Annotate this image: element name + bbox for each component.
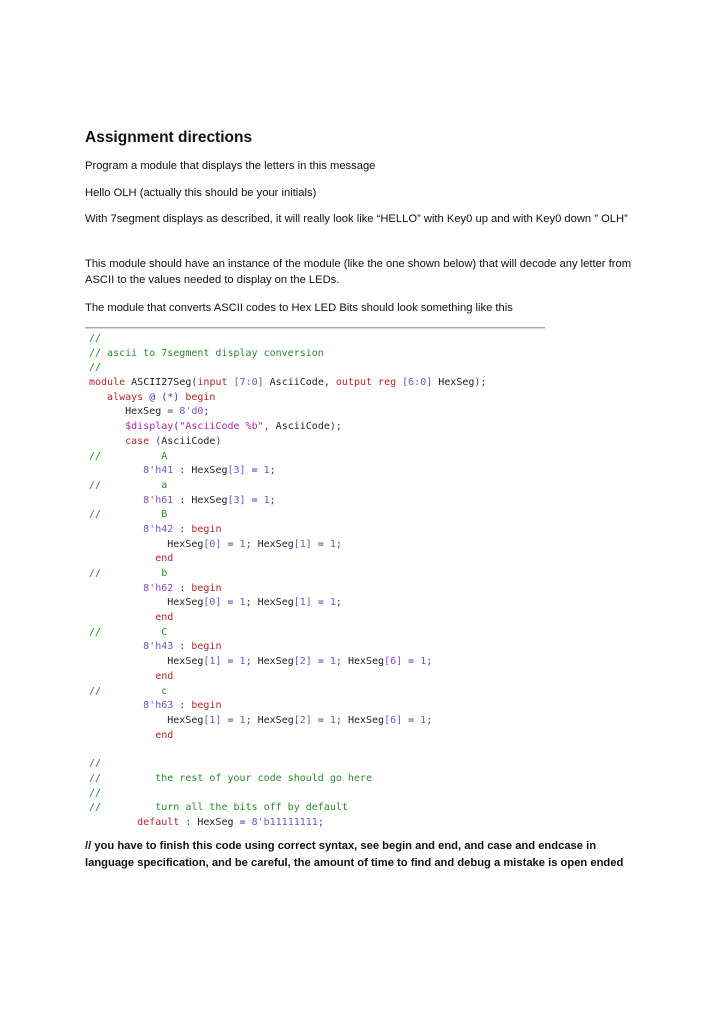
code-token: 8'h41	[89, 465, 180, 477]
code-token: // ascii to 7segment display conversion	[89, 347, 324, 359]
code-token: =	[317, 656, 330, 668]
code-token: 1	[329, 714, 336, 726]
code-token: 1	[263, 465, 270, 477]
code-token: ;	[245, 597, 258, 609]
code-token: "AsciiCode %b"	[179, 421, 264, 433]
code-line	[89, 361, 486, 376]
code-token: AsciiCode	[275, 421, 330, 433]
code-line	[89, 523, 486, 538]
code-token: // c	[89, 685, 168, 697]
code-token: :	[179, 523, 192, 535]
code-token: =	[317, 538, 330, 550]
code-token: ASCII27Seg	[131, 377, 192, 389]
code-line	[89, 743, 486, 757]
code-token: =	[317, 714, 330, 726]
code-token: ;	[317, 817, 324, 828]
code-token: 1	[329, 597, 336, 609]
code-line	[89, 582, 486, 597]
paragraph-message: Hello OLH (actually this should be your initials)	[85, 187, 317, 199]
code-token: [3]	[227, 494, 252, 506]
code-token: 8'b11111111	[251, 817, 318, 828]
code-token: 1	[329, 656, 336, 668]
code-token: begin	[185, 391, 216, 403]
code-token: [2]	[293, 656, 318, 668]
code-line	[89, 435, 486, 450]
code-token: HexSeg	[347, 656, 385, 668]
code-token: ,	[263, 421, 276, 433]
code-line	[89, 757, 486, 772]
code-token: 1	[263, 494, 270, 506]
code-line	[89, 538, 486, 553]
code-divider	[85, 327, 545, 329]
code-token: [2]	[293, 714, 318, 726]
code-token: HexSeg	[257, 656, 294, 668]
code-token: =	[227, 714, 240, 726]
code-token: HexSeg	[191, 465, 228, 477]
code-line	[89, 655, 486, 670]
code-line	[89, 479, 486, 494]
code-line	[89, 816, 486, 831]
code-line	[89, 420, 486, 435]
code-line	[89, 347, 486, 362]
code-token: (	[155, 435, 162, 447]
code-line	[89, 552, 486, 567]
code-token: // a	[89, 479, 168, 491]
code-token: module	[89, 377, 132, 389]
code-token: output reg	[335, 377, 403, 389]
code-token: [1]	[293, 538, 318, 550]
code-line	[89, 626, 486, 641]
code-token: ;	[203, 406, 210, 418]
code-token: 1	[420, 714, 427, 726]
code-token: HexSeg	[257, 538, 294, 550]
code-token: begin	[191, 523, 222, 535]
code-line	[89, 405, 486, 420]
code-token: [0]	[203, 538, 228, 550]
code-token: =	[239, 817, 252, 828]
code-token: ;	[426, 656, 433, 668]
code-token: case	[89, 435, 156, 447]
code-token: )	[215, 435, 222, 447]
code-token: =	[227, 538, 240, 550]
paragraph-module-instance: This module should have an instance of the module (like the one shown below) that will decode any letter from ASCII to the values needed to display on the LEDs.	[85, 258, 632, 286]
code-token: =	[227, 597, 240, 609]
code-line	[89, 611, 486, 626]
code-token: );	[329, 421, 342, 433]
code-token: 8'd0	[179, 406, 204, 418]
code-token: ;	[335, 656, 348, 668]
code-token: [6:0]	[402, 377, 433, 389]
code-token: ;	[335, 538, 342, 550]
code-token: @ (*)	[149, 391, 186, 403]
code-token: 1	[239, 538, 246, 550]
code-token: =	[251, 465, 264, 477]
code-token: [3]	[227, 465, 252, 477]
code-token: [6]	[384, 656, 409, 668]
code-token: HexSeg	[89, 538, 204, 550]
code-line	[89, 729, 486, 744]
code-token: =	[227, 656, 240, 668]
code-token: //	[89, 362, 102, 374]
page-title: Assignment directions	[85, 129, 253, 146]
code-line	[89, 567, 486, 582]
code-token: HexSeg	[257, 597, 294, 609]
code-token: 8'h63	[89, 700, 180, 712]
code-token: //	[89, 787, 102, 799]
code-token: HexSeg	[89, 597, 204, 609]
code-token: // A	[89, 450, 168, 462]
code-token: //	[89, 758, 102, 770]
code-token: :	[179, 494, 192, 506]
code-token: =	[251, 494, 264, 506]
code-token: begin	[191, 582, 222, 594]
code-token: :	[185, 817, 198, 828]
code-token: HexSeg	[347, 714, 385, 726]
code-line	[89, 801, 486, 816]
code-token: :	[179, 582, 192, 594]
code-token: 1	[239, 714, 246, 726]
code-line	[89, 772, 486, 787]
code-token: HexSeg	[89, 714, 204, 726]
code-line	[89, 332, 486, 347]
code-token: ;	[245, 656, 258, 668]
code-token: =	[408, 656, 421, 668]
code-token: HexSeg	[89, 656, 204, 668]
code-token: 8'h43	[89, 641, 180, 653]
code-token: //	[89, 333, 102, 344]
code-token: input	[197, 377, 234, 389]
code-token: =	[317, 597, 330, 609]
code-token: begin	[191, 700, 222, 712]
code-token: ;	[426, 714, 433, 726]
code-line	[89, 787, 486, 802]
code-token: HexSeg	[197, 817, 240, 828]
code-token: 8'h42	[89, 523, 180, 535]
code-token: end	[89, 612, 174, 624]
code-token: AsciiCode	[161, 435, 216, 447]
footer-note: // you have to finish this code using correct syntax, see begin and end, and case and endcase in language specification, and be careful, the amount of time to find and debug a mistake is open ended	[85, 840, 624, 869]
code-token: HexSeg	[89, 406, 168, 418]
code-line	[89, 685, 486, 700]
code-line	[89, 596, 486, 611]
code-token: :	[179, 465, 192, 477]
paragraph-code-intro: The module that converts ASCII codes to Hex LED Bits should look something like this	[85, 302, 513, 314]
code-token: ,	[323, 377, 336, 389]
code-token: HexSeg	[432, 377, 475, 389]
code-token: // b	[89, 568, 168, 579]
paragraph-task: Program a module that displays the letters in this message	[85, 160, 376, 172]
code-token: // C	[89, 626, 168, 638]
code-token: (	[173, 421, 180, 433]
code-token: end	[89, 670, 174, 682]
code-token: default	[89, 817, 186, 828]
code-token: end	[89, 729, 174, 741]
code-token: // B	[89, 509, 168, 521]
code-token: ;	[335, 597, 342, 609]
code-token: AsciiCode	[263, 377, 324, 389]
code-token: 1	[329, 538, 336, 550]
code-line	[89, 391, 486, 406]
code-token: );	[474, 377, 487, 389]
code-line	[89, 670, 486, 685]
code-token: HexSeg	[191, 494, 228, 506]
code-token: 1	[239, 597, 246, 609]
code-line	[89, 640, 486, 655]
code-token: 8'h61	[89, 494, 180, 506]
code-token: =	[167, 406, 180, 418]
code-line	[89, 714, 486, 729]
code-token: ;	[269, 465, 276, 477]
code-token: [6]	[384, 714, 409, 726]
code-token: // the rest of your code should go here	[89, 772, 372, 784]
code-token: 1	[420, 656, 427, 668]
code-line	[89, 494, 486, 509]
code-token: always	[89, 391, 150, 403]
code-line	[89, 508, 486, 523]
code-token: [0]	[203, 597, 228, 609]
code-token: :	[179, 641, 192, 653]
code-token: begin	[191, 641, 222, 653]
code-token: =	[408, 714, 421, 726]
code-line	[89, 699, 486, 714]
code-token: [1]	[203, 656, 228, 668]
code-token: // turn all the bits off by default	[89, 802, 348, 814]
paragraph-display-behavior: With 7segment displays as described, it will really look like “HELLO” with Key0 up and with Key0 down ” OLH”	[85, 213, 628, 225]
code-token: 8'h62	[89, 582, 180, 594]
code-line	[89, 376, 486, 391]
code-token: ;	[269, 494, 276, 506]
code-token: $display	[89, 421, 174, 433]
code-token: HexSeg	[257, 714, 294, 726]
code-token: :	[179, 700, 192, 712]
code-token: 1	[239, 656, 246, 668]
code-token: end	[89, 553, 174, 565]
code-token: ;	[335, 714, 348, 726]
code-listing	[89, 332, 486, 831]
code-token: [1]	[293, 597, 318, 609]
code-token: (	[191, 377, 198, 389]
code-token: ;	[245, 714, 258, 726]
code-line	[89, 464, 486, 479]
code-line	[89, 450, 486, 465]
code-token: [7:0]	[233, 377, 264, 389]
code-token: ;	[245, 538, 258, 550]
code-token: [1]	[203, 714, 228, 726]
